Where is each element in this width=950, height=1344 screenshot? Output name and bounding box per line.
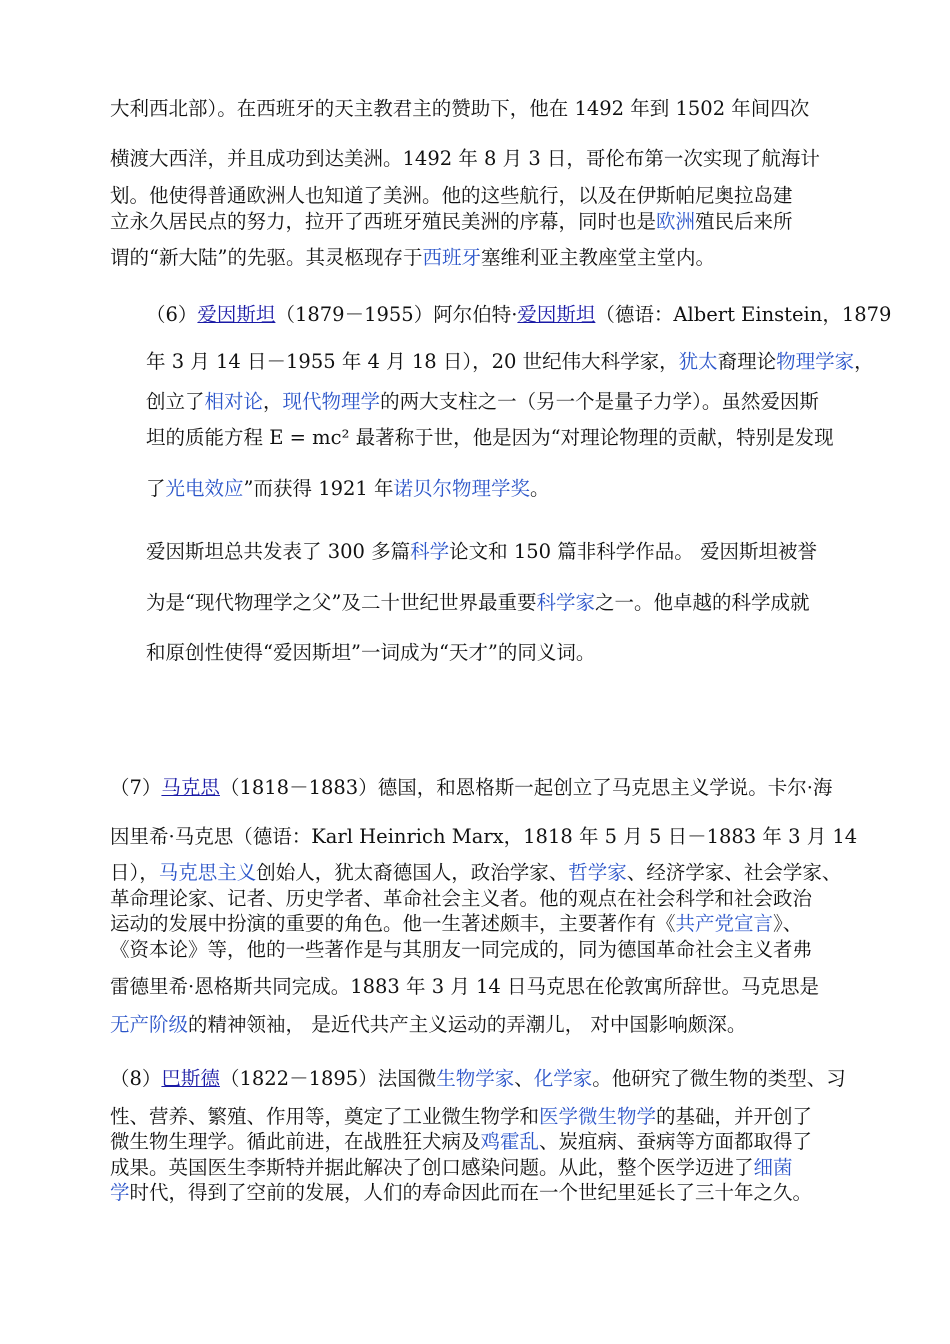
text-line (146, 640, 595, 666)
text-segment: 谓的“新大陆”的先驱。其灵柩现存于 (110, 246, 423, 269)
text-segment: 雷德里希·恩格斯共同完成。1883 年 3 月 14 日马克思在伦敦寓所辞世。马克思是 (110, 975, 820, 998)
link[interactable]: 共产党宣言 (675, 912, 774, 935)
text-segment: 之一。他卓越的科学成就 (594, 591, 810, 614)
text-line (110, 1104, 812, 1130)
text-segment: （7） (110, 776, 162, 799)
text-line (110, 1066, 846, 1092)
text-segment: 因里希·马克思（德语：Karl Heinrich Marx，1818 年 5 月 5 日－1883 年 3 月 14 (110, 825, 858, 848)
text-segment: 和原创性使得“爱因斯坦”一词成为“天才”的同义词。 (146, 641, 596, 664)
text-segment: ， (263, 390, 283, 413)
text-segment: 。 (530, 477, 550, 500)
text-segment: ”而获得 1921 年 (243, 477, 394, 500)
text-line (110, 146, 820, 172)
text-line (110, 937, 812, 963)
link[interactable]: 哲学家 (568, 861, 627, 884)
text-line (110, 209, 793, 235)
text-line (110, 911, 802, 937)
text-segment: 塞维利亚主教座堂主堂内。 (480, 246, 715, 269)
link[interactable]: 物理学家 (776, 350, 855, 373)
text-line (146, 539, 817, 565)
text-segment: 革命理论家、记者、历史学者、革命社会主义者。他的观点在社会科学和社会政治 (110, 887, 813, 910)
text-segment: 、经济学家、社会学家、 (626, 861, 842, 884)
text-segment: 》、 (773, 912, 803, 935)
text-segment: 论文和 150 篇非科学作品。 爱因斯坦被誉 (449, 540, 817, 563)
link[interactable]: 光电效应 (165, 477, 244, 500)
text-segment: 殖民后来所 (695, 210, 793, 233)
text-segment: 裔理论 (717, 350, 777, 373)
text-line (110, 860, 841, 886)
text-line (110, 1180, 812, 1206)
text-line (110, 1155, 793, 1181)
link[interactable]: 生物学家 (436, 1067, 515, 1090)
link[interactable]: 科学 (410, 540, 450, 563)
link[interactable]: 欧洲 (656, 210, 696, 233)
underlined-link[interactable]: 爱因斯坦 (517, 303, 596, 326)
text-line (110, 1129, 812, 1155)
text-segment: 创始人，犹太裔德国人，政治学家、 (256, 861, 569, 884)
text-segment: 了 (146, 477, 166, 500)
text-line (110, 886, 812, 912)
link[interactable]: 化学家 (533, 1067, 593, 1090)
text-segment: （1818－1883）德国，和恩格斯一起创立了马克思主义学说。卡尔·海 (219, 776, 833, 799)
text-segment: 立永久居民点的努力，拉开了西班牙殖民美洲的序幕，同时也是 (110, 210, 657, 233)
text-line (146, 389, 819, 415)
text-line (146, 425, 834, 451)
link[interactable]: 医学微生物学 (539, 1105, 657, 1128)
text-segment: （1822－1895）法国微 (219, 1067, 437, 1090)
text-line (110, 245, 715, 271)
text-segment: （德语：Albert Einstein，1879 (595, 303, 892, 326)
text-segment: 创立了 (146, 390, 205, 413)
text-segment: 、 (514, 1067, 534, 1090)
link[interactable]: 相对论 (204, 390, 264, 413)
text-line (110, 96, 809, 122)
text-segment: 横渡大西洋，并且成功到达美洲。1492 年 8 月 3 日，哥伦布第一次实现了航海计 (110, 147, 820, 170)
link[interactable]: 现代物理学 (282, 390, 381, 413)
text-segment: 微生物生理学。循此前进，在战胜狂犬病及 (110, 1130, 481, 1153)
text-segment: 日）， (110, 861, 159, 884)
link[interactable]: 无产阶级 (110, 1013, 189, 1036)
text-line (110, 775, 832, 801)
link[interactable]: 细菌 (753, 1156, 793, 1179)
text-segment: 年 3 月 14 日－1955 年 4 月 18 日），20 世纪伟大科学家， (146, 350, 679, 373)
link[interactable]: 犹太 (678, 350, 718, 373)
text-segment: 时代，得到了空前的发展，人们的寿命因此而在一个世纪里延长了三十年之久。 (129, 1181, 813, 1204)
text-line (146, 476, 550, 502)
text-segment: 大利西北部）。在西班牙的天主教君主的赞助下，他在 1492 年到 1502 年间四次 (110, 97, 810, 120)
link[interactable]: 马克思主义 (158, 861, 257, 884)
text-segment: 性、营养、繁殖、作用等，奠定了工业微生物学和 (110, 1105, 540, 1128)
text-segment: 爱因斯坦总共发表了 300 多篇 (146, 540, 411, 563)
text-line (146, 590, 809, 616)
underlined-link[interactable]: 巴斯德 (161, 1067, 220, 1090)
text-line (110, 1012, 746, 1038)
link[interactable]: 诺贝尔物理学奖 (393, 477, 531, 500)
text-segment: 、炭疽病、蚕病等方面都取得了 (539, 1130, 813, 1153)
text-segment: （6） (146, 303, 198, 326)
text-segment: （8） (110, 1067, 162, 1090)
text-segment: 运动的发展中扮演的重要的角色。他一生著述颇丰，主要著作有《 (110, 912, 676, 935)
text-segment: 成果。英国医生李斯特并据此解决了创口感染问题。从此，整个医学迈进了 (110, 1156, 754, 1179)
text-line (110, 974, 819, 1000)
text-segment: 。他研究了微生物的类型、习 (592, 1067, 846, 1090)
underlined-link[interactable]: 爱因斯坦 (197, 303, 276, 326)
text-segment: （1879－1955）阿尔伯特· (275, 303, 518, 326)
link[interactable]: 科学家 (536, 591, 595, 614)
text-segment: 的基础，并开创了 (656, 1105, 813, 1128)
text-segment: ， (854, 350, 874, 373)
text-line (146, 349, 874, 375)
link[interactable]: 学 (110, 1181, 130, 1204)
text-line (146, 302, 891, 328)
text-segment: 的两大支柱之一（另一个是量子力学）。虽然爱因斯 (380, 390, 819, 413)
text-segment: 坦的质能方程 E = mc² 最著称于世，他是因为“对理论物理的贡献，特别是发现 (146, 426, 834, 449)
link[interactable]: 西班牙 (422, 246, 481, 269)
underlined-link[interactable]: 马克思 (161, 776, 220, 799)
text-segment: 划。他使得普通欧洲人也知道了美洲。他的这些航行，以及在伊斯帕尼奥拉岛建 (110, 184, 793, 207)
text-segment: 为是“现代物理学之父”及二十世纪世界最重要 (146, 591, 537, 614)
text-line (110, 183, 793, 209)
text-line (110, 824, 857, 850)
link[interactable]: 鸡霍乱 (480, 1130, 540, 1153)
text-segment: 的精神领袖， 是近代共产主义运动的弄潮儿， 对中国影响颇深。 (188, 1013, 747, 1036)
text-segment: 《资本论》等，他的一些著作是与其朋友一同完成的，同为德国革命社会主义者弗 (110, 938, 813, 961)
